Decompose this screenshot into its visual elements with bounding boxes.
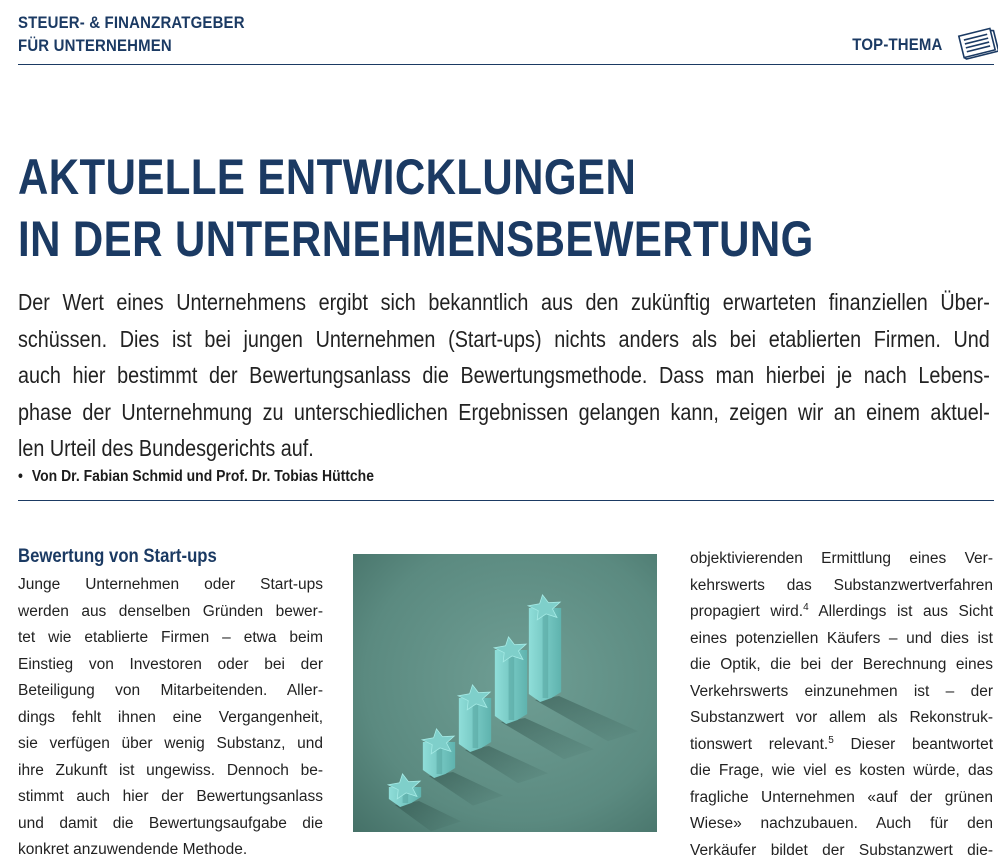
newspaper-icon — [956, 25, 998, 61]
headline-line2: IN DER UNTERNEHMENSBEWERTUNG — [18, 211, 814, 267]
body-text: kehrswerts das Substanzwertverfahren — [690, 576, 993, 594]
body-line — [690, 599, 993, 626]
lead-line: phase der Unternehmung zu unterschiedlichen Ergebnissen gelangen kann, zeigen wir an einem aktuel- — [18, 398, 990, 425]
body-line: werden aus denselben Gründen bewer- — [18, 602, 323, 620]
body-line — [690, 758, 993, 785]
publication-title — [18, 11, 245, 57]
body-line — [690, 546, 993, 573]
body-line: dings fehlt ihnen eine Vergangenheit, — [18, 708, 323, 726]
body-text: Verkäufer bildet der Substanzwert die- — [690, 841, 993, 859]
publication-title-line1: STEUER- & FINANZRATGEBER — [18, 13, 245, 32]
body-line: Einstieg von Investoren oder bei der — [18, 655, 323, 673]
footnote-marker: 4 — [803, 602, 809, 613]
byline-divider — [18, 500, 994, 501]
bullet-icon: • — [18, 468, 23, 485]
header-divider — [18, 64, 994, 65]
body-text: tionswert relevant. — [690, 735, 829, 753]
body-line — [690, 652, 993, 679]
body-text: die Frage, wie viel es kosten würde, das — [690, 762, 993, 779]
column-3 — [690, 546, 993, 864]
body-line — [690, 626, 993, 653]
lead-line: schüssen. Dies ist bei jungen Unternehmen (Start-ups) nichts anders als bei etablierten Firmen. Und — [18, 325, 990, 352]
body-line — [690, 785, 993, 812]
body-text: objektivierenden Ermittlung eines Ver- — [690, 550, 993, 567]
body-line — [690, 732, 993, 759]
lead-line: len Urteil des Bundesgerichts auf. — [18, 435, 314, 461]
article-lead — [18, 284, 990, 467]
author-byline — [18, 468, 374, 486]
star-steps-illustration — [353, 554, 657, 832]
body-text: fragliche Unternehmen «auf der grünen — [690, 788, 993, 806]
body-line: Beteiligung von Mitarbeitenden. Aller- — [18, 682, 323, 699]
article-photo — [353, 554, 657, 832]
section-heading: Bewertung von Start-ups — [18, 546, 217, 567]
body-line: Junge Unternehmen oder Start-ups — [18, 576, 323, 593]
body-text: eines potenziellen Käufers – und dies ist — [690, 629, 993, 647]
column-1 — [18, 544, 323, 864]
body-text: propagiert wird. — [690, 603, 804, 620]
footnote-marker: 5 — [828, 734, 834, 746]
body-line: tet wie etablierte Firmen – etwa beim — [18, 629, 323, 646]
body-line — [690, 679, 993, 706]
body-line: ihre Zukunft ist ungewiss. Dennoch be- — [18, 761, 323, 779]
column-3-body — [690, 546, 993, 864]
body-text: die Optik, die bei der Berechnung eines — [690, 656, 993, 673]
body-text: Wiese» nachzubauen. Auch für den — [690, 815, 993, 832]
body-text: Allerdings ist aus Sicht — [808, 603, 993, 620]
publication-title-line2: FÜR UNTERNEHMEN — [18, 36, 172, 55]
body-line — [690, 705, 993, 732]
headline-line1: AKTUELLE ENTWICKLUNGEN — [18, 149, 637, 205]
star-column-shade — [543, 608, 549, 698]
star-column-shade — [509, 650, 515, 720]
body-line: konkret anzuwendende Methode. — [18, 841, 248, 858]
body-text: Verkehrswerts einzunehmen ist – der — [690, 682, 993, 700]
body-line: stimmt auch hier der Bewertungsanlass — [18, 788, 323, 805]
lead-line: auch hier bestimmt der Bewertungsanlass die Bewertungsmethode. Dass man hierbei je nach Lebens- — [18, 362, 990, 388]
section-label: TOP-THEMA — [852, 35, 943, 54]
body-text: Dieser beantwortet — [833, 735, 993, 753]
body-line — [690, 838, 993, 865]
body-text: Substanzwert vor allem als Rekonstruk- — [690, 709, 993, 726]
byline-text: Von Dr. Fabian Schmid und Prof. Dr. Tobias Hüttche — [31, 468, 374, 485]
lead-line: Der Wert eines Unternehmens ergibt sich bekanntlich aus den zukünftig erwarteten finanziellen Über- — [18, 289, 990, 315]
article-headline — [18, 146, 814, 270]
body-line: und damit die Bewertungsaufgabe die — [18, 814, 323, 832]
body-line: sie verfügen über wenig Substanz, und — [18, 735, 323, 752]
column-1-body — [18, 572, 323, 864]
body-line — [690, 811, 993, 838]
body-line — [690, 573, 993, 600]
